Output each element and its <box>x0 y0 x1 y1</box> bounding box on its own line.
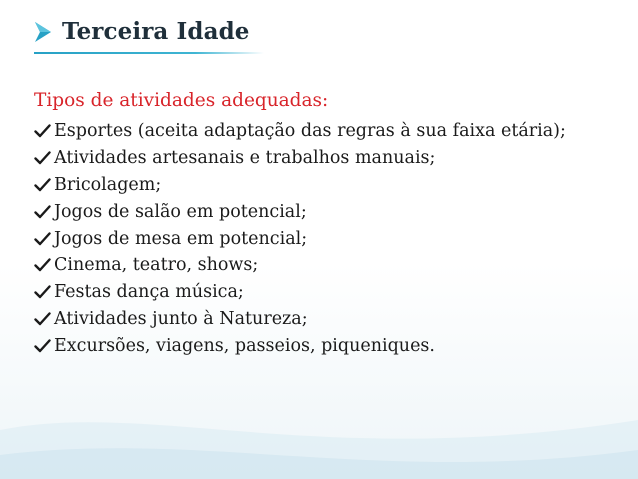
list-item-text: Cinema, teatro, shows; <box>54 255 259 276</box>
list-item <box>34 145 566 172</box>
list-item-text: Jogos de mesa em potencial; <box>54 228 308 249</box>
list-item <box>34 279 566 306</box>
title-row <box>34 18 250 45</box>
list-item <box>34 118 566 145</box>
checkmark-icon <box>34 311 51 327</box>
list-item-text: Atividades junto à Natureza; <box>54 308 308 329</box>
list-item-text: Excursões, viagens, passeios, piqueniques. <box>54 335 435 356</box>
list-item <box>34 198 566 225</box>
list-item-text: Esportes (aceita adaptação das regras à sua faixa etária); <box>54 121 566 142</box>
list-item <box>34 332 566 359</box>
list-item-text: Atividades artesanais e trabalhos manuais; <box>54 148 436 169</box>
checkmark-icon <box>34 204 51 220</box>
slide-title: Terceira Idade <box>62 18 250 45</box>
activity-list <box>34 118 566 359</box>
checkmark-icon <box>34 338 51 354</box>
list-item <box>34 306 566 333</box>
checkmark-icon <box>34 177 51 193</box>
list-item <box>34 225 566 252</box>
list-item <box>34 172 566 199</box>
checkmark-icon <box>34 284 51 300</box>
list-item <box>34 252 566 279</box>
subtitle: Tipos de atividades adequadas: <box>34 90 329 111</box>
list-item-text: Festas dança música; <box>54 282 244 303</box>
list-item-text: Jogos de salão em potencial; <box>54 201 307 222</box>
arrow-bullet-icon <box>34 21 52 43</box>
title-underline <box>34 52 264 54</box>
checkmark-icon <box>34 150 51 166</box>
checkmark-icon <box>34 231 51 247</box>
checkmark-icon <box>34 257 51 273</box>
checkmark-icon <box>34 123 51 139</box>
list-item-text: Bricolagem; <box>54 174 162 195</box>
